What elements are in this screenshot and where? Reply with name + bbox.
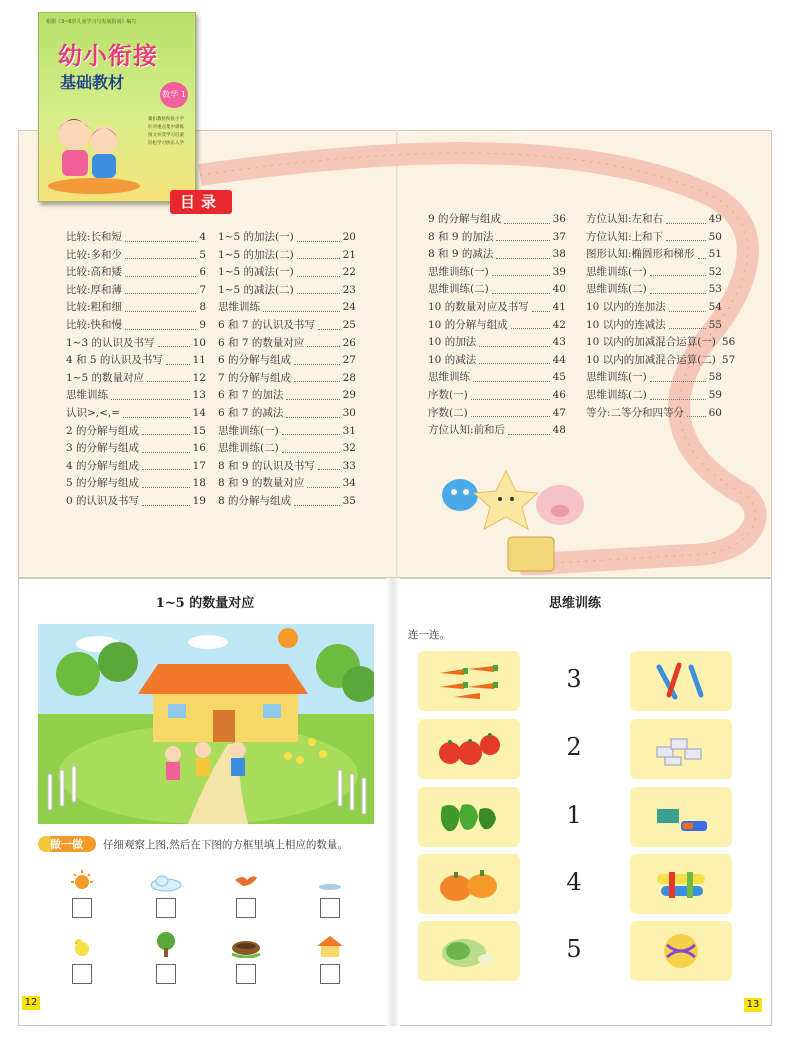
toc-leader-dots — [125, 264, 196, 277]
toc-leader-dots — [286, 405, 339, 418]
toc-leader-dots — [286, 387, 339, 400]
cover-children-illustration — [44, 100, 144, 196]
cover-bullet: 针对重点集中训练 — [148, 125, 184, 130]
count-item — [146, 930, 186, 984]
toc-leader-dots — [166, 352, 190, 365]
toc-entry-page: 29 — [342, 389, 356, 402]
toc-entry-label: 10 的数量对应及书写 — [428, 300, 529, 313]
toc-entry-label: 比较:粗和细 — [66, 301, 123, 314]
peppers-icon[interactable] — [418, 787, 520, 847]
toc-leader-dots — [111, 387, 190, 400]
toc-leader-dots — [532, 299, 550, 312]
toc-leader-dots — [297, 264, 340, 277]
toc-leader-dots — [282, 423, 340, 436]
toc-entry-page: 44 — [552, 353, 566, 366]
toc-entry-page: 30 — [342, 406, 356, 419]
toc-entry-page: 47 — [552, 406, 566, 419]
cover-top-line: 根据《3~6岁儿童学习与发展指南》编写 — [46, 19, 137, 25]
toc-entry-label: 5 的分解与组成 — [66, 477, 140, 490]
toc-entry-label: 0 的认识及书写 — [66, 494, 140, 507]
answer-box[interactable] — [72, 898, 92, 918]
toc-entry-label: 7 的分解与组成 — [218, 371, 292, 384]
stepping-stone-icon — [310, 864, 350, 892]
toc-entry-label: 10 以内的连减法 — [586, 318, 666, 331]
toc-leader-dots — [147, 370, 190, 383]
toc-column-1 — [66, 229, 206, 511]
toc-entry — [428, 422, 566, 440]
answer-box[interactable] — [156, 964, 176, 984]
toc-entry-page: 17 — [192, 459, 206, 472]
toc-entry-page: 19 — [192, 494, 206, 507]
toc-leader-dots — [318, 458, 340, 471]
toc-entry-label: 等分:二等分和四等分 — [586, 406, 685, 419]
toc-leader-dots — [297, 229, 340, 242]
count-item — [226, 930, 266, 984]
toc-entry-page: 59 — [708, 388, 722, 401]
toc-entry-page: 26 — [342, 336, 356, 349]
toc-entry-page: 9 — [199, 318, 206, 331]
toc-entry-label: 1~3 的认识及书写 — [66, 336, 155, 349]
doit-label: 做一做 — [50, 838, 83, 851]
toc-leader-dots — [508, 422, 550, 435]
toc-leader-dots — [492, 281, 550, 294]
count-item — [62, 864, 102, 918]
toc-entry-label: 6 和 7 的数量对应 — [218, 336, 305, 349]
toc-title: 目录 — [170, 190, 232, 214]
toc-leader-dots — [297, 247, 340, 260]
toc-entry — [218, 317, 356, 335]
toc-entry-label: 序数(二) — [428, 406, 468, 419]
toc-entry — [428, 211, 566, 229]
toc-entry-page: 51 — [708, 248, 722, 261]
toc-entry-page: 12 — [192, 371, 206, 384]
toc-entry-page: 58 — [708, 371, 722, 384]
toc-entry — [66, 440, 206, 458]
toc-entry-label: 6 和 7 的减法 — [218, 406, 284, 419]
sun-icon — [62, 864, 102, 892]
toc-entry-label: 认识>,<,= — [66, 406, 121, 419]
toc-leader-dots — [294, 493, 340, 506]
toc-entry-page: 49 — [708, 213, 722, 225]
toc-leader-dots — [496, 229, 549, 242]
toc-entry — [218, 264, 356, 282]
toc-entry-page: 28 — [342, 371, 356, 384]
toc-entry — [428, 299, 566, 317]
toc-leader-dots — [142, 493, 190, 506]
bottom-spine-fold — [386, 578, 400, 1026]
answer-box[interactable] — [72, 964, 92, 984]
toc-leader-dots — [666, 211, 706, 224]
cover-bullet: 图文并茂学习启蒙 — [148, 133, 184, 138]
toc-entry-label: 比较:多和少 — [66, 248, 123, 261]
toc-entry — [586, 369, 722, 387]
toc-entry-label: 思维训练(二) — [586, 283, 647, 296]
toc-entry — [218, 299, 356, 317]
toc-entry — [66, 458, 206, 476]
page-number-left: 12 — [22, 996, 40, 1010]
toc-entry-page: 42 — [552, 318, 566, 331]
toc-entry-label: 3 的分解与组成 — [66, 442, 140, 455]
toc-entry-page: 18 — [192, 477, 206, 490]
toc-entry-label: 10 的减法 — [428, 353, 477, 366]
toc-entry-page: 45 — [552, 371, 566, 384]
toc-leader-dots — [125, 282, 196, 295]
toc-leader-dots — [471, 387, 550, 400]
number-label: 3 — [566, 665, 582, 693]
toc-leader-dots — [504, 211, 550, 224]
left-page-title: 1~5 的数量对应 — [155, 596, 255, 611]
toc-entry — [218, 335, 356, 353]
toc-entry — [218, 282, 356, 300]
chick-icon — [62, 930, 102, 958]
toc-leader-dots — [650, 387, 706, 400]
toc-entry-label: 8 和 9 的加法 — [428, 230, 494, 243]
toc-entry-page: 38 — [552, 248, 566, 261]
toc-leader-dots — [698, 246, 706, 259]
toc-entry — [218, 247, 356, 265]
toc-entry-page: 35 — [342, 494, 356, 507]
toc-leader-dots — [142, 458, 190, 471]
toc-entry-label: 10 的分解与组成 — [428, 318, 508, 331]
toc-entry-label: 思维训练 — [66, 389, 108, 402]
toc-leader-dots — [307, 335, 339, 348]
toc-entry-label: 4 和 5 的认识及书写 — [66, 354, 163, 367]
toc-entry-label: 6 和 7 的加法 — [218, 389, 284, 402]
toc-leader-dots — [666, 229, 706, 242]
connect-instruction: 连一连。 — [408, 629, 450, 641]
ball-icon[interactable] — [630, 921, 732, 981]
toc-entry — [586, 229, 722, 247]
toc-entry — [66, 229, 206, 247]
toc-entry — [586, 387, 722, 405]
toc-entry — [218, 423, 356, 441]
carrots-icon[interactable] — [418, 651, 520, 711]
toc-leader-dots — [142, 423, 190, 436]
toc-entry — [586, 246, 722, 264]
toc-entry — [218, 387, 356, 405]
tree-icon — [146, 930, 186, 958]
toc-entry — [66, 352, 206, 370]
toc-entry-page: 52 — [708, 265, 722, 278]
toc-leader-dots — [496, 246, 549, 259]
toc-entry — [586, 352, 736, 370]
toc-entry-page: 36 — [552, 213, 566, 225]
toc-entry — [586, 211, 722, 229]
toc-entry-page: 46 — [552, 388, 566, 401]
toc-column-4 — [586, 211, 736, 422]
toc-entry-label: 比较:长和短 — [66, 231, 123, 243]
toc-entry-label: 思维训练(一) — [218, 424, 279, 437]
toc-entry-label: 8 的分解与组成 — [218, 494, 292, 507]
toc-entry-page: 50 — [708, 230, 722, 243]
toc-entry-page: 16 — [192, 442, 206, 455]
page-number-right: 13 — [744, 998, 762, 1012]
toc-entry-label: 思维训练 — [218, 301, 260, 314]
toc-entry-page: 54 — [708, 300, 722, 313]
toc-leader-dots — [142, 440, 190, 453]
toc-leader-dots — [669, 299, 706, 312]
cabbage-icon[interactable] — [418, 921, 520, 981]
toc-entry-label: 思维训练(二) — [586, 388, 647, 401]
toc-entry-page: 43 — [552, 336, 566, 349]
toc-entry-label: 6 的分解与组成 — [218, 354, 292, 367]
toc-entry-label: 思维训练(二) — [428, 283, 489, 296]
toc-leader-dots — [123, 405, 190, 418]
toc-leader-dots — [294, 352, 340, 365]
toc-leader-dots — [650, 281, 706, 294]
toc-entry-page: 13 — [192, 389, 206, 402]
toc-entry-page: 14 — [192, 406, 206, 419]
house-icon — [310, 930, 350, 958]
toc-entry — [428, 405, 566, 423]
right-page-title: 思维训练 — [548, 596, 601, 611]
toc-entry-label: 8 和 9 的认识及书写 — [218, 459, 315, 472]
toc-leader-dots — [669, 317, 706, 330]
toc-entry — [66, 387, 206, 405]
toc-entry-page: 15 — [192, 424, 206, 437]
toc-leader-dots — [650, 264, 706, 277]
toc-entry — [428, 334, 566, 352]
toc-entry — [66, 405, 206, 423]
number-label: 4 — [566, 868, 582, 896]
count-item — [62, 930, 102, 984]
toc-column-2 — [218, 229, 356, 511]
toc-entry — [586, 281, 722, 299]
toc-entry-label: 图形认知:椭圆形和梯形 — [586, 248, 695, 261]
toc-entry-label: 比较:厚和薄 — [66, 283, 123, 296]
toc-leader-dots — [263, 299, 340, 312]
toc-column-3 — [428, 211, 566, 440]
cover-title: 幼小衔接 — [58, 42, 158, 70]
cloud-icon — [146, 864, 186, 892]
sun-icon — [278, 628, 298, 648]
toc-entry-page: 39 — [552, 265, 566, 278]
toc-entry-page: 33 — [342, 459, 356, 472]
toc-entry-page: 34 — [342, 477, 356, 490]
toc-entry-label: 9 的分解与组成 — [428, 213, 502, 225]
toc-entry — [66, 282, 206, 300]
toc-entry-label: 8 和 9 的数量对应 — [218, 477, 305, 490]
cover-bullets — [148, 116, 192, 148]
count-item — [146, 864, 186, 918]
toc-entry-page: 4 — [199, 231, 206, 243]
toc-entry-page: 57 — [721, 353, 736, 366]
toc-entry — [586, 264, 722, 282]
toc-entry-page: 60 — [708, 406, 722, 419]
toc-entry-label: 10 以内的加减混合运算(一) — [586, 336, 716, 349]
toc-entry — [66, 247, 206, 265]
erasers-icon[interactable] — [630, 719, 732, 779]
toc-entry — [428, 369, 566, 387]
toc-entry-page: 41 — [552, 300, 566, 313]
toc-entry-page: 32 — [342, 442, 356, 455]
number-label: 5 — [566, 935, 582, 963]
cover-subtitle: 基础教材 — [60, 73, 125, 92]
toc-entry-page: 40 — [552, 283, 566, 296]
toc-entry — [586, 405, 722, 423]
toc-entry — [218, 405, 356, 423]
toc-entry — [218, 440, 356, 458]
toc-leader-dots — [142, 475, 190, 488]
toc-entry — [218, 229, 356, 247]
toc-entry — [66, 264, 206, 282]
toc-entry — [66, 317, 206, 335]
count-item — [226, 864, 266, 918]
toc-entry-label: 思维训练(二) — [218, 442, 279, 455]
toc-entry — [428, 352, 566, 370]
toc-leader-dots — [125, 317, 196, 330]
toc-entry — [66, 299, 206, 317]
toc-leader-dots — [125, 247, 196, 260]
toc-entry-label: 1~5 的加法(一) — [218, 231, 294, 243]
toc-entry-page: 11 — [192, 354, 206, 367]
toc-entry-page: 56 — [721, 336, 736, 349]
toc-entry-label: 8 和 9 的减法 — [428, 248, 494, 261]
toc-entry-label: 比较:高和矮 — [66, 266, 123, 279]
toc-leader-dots — [650, 369, 706, 382]
toc-leader-dots — [479, 334, 549, 347]
toc-entry-page: 37 — [552, 230, 566, 243]
toc-entry-label: 10 的加法 — [428, 336, 477, 349]
mascots-illustration — [436, 465, 586, 535]
toc-entry-page: 10 — [192, 336, 206, 349]
toc-entry-label: 方位认知:前和后 — [428, 424, 506, 437]
toc-leader-dots — [479, 352, 549, 365]
toc-entry-label: 思维训练(一) — [586, 371, 647, 384]
toc-leader-dots — [318, 317, 340, 330]
toc-entry — [428, 246, 566, 264]
toc-entry — [66, 423, 206, 441]
toc-leader-dots — [473, 369, 550, 382]
toc-entry — [428, 229, 566, 247]
toc-entry — [428, 387, 566, 405]
toc-leader-dots — [471, 405, 550, 418]
cover-bullet: 紧扣教材衔接小学 — [148, 117, 184, 122]
toc-entry-page: 8 — [199, 301, 206, 314]
number-label: 2 — [566, 733, 582, 761]
toc-entry-label: 1~5 的减法(一) — [218, 266, 294, 279]
answer-box[interactable] — [236, 898, 256, 918]
toc-entry — [586, 334, 736, 352]
toc-entry-label: 方位认知:左和右 — [586, 213, 664, 225]
toc-entry-page: 31 — [342, 424, 356, 437]
toc-entry-label: 思维训练(一) — [428, 265, 489, 278]
pumpkins-icon[interactable] — [418, 854, 520, 914]
toc-entry-page: 22 — [342, 266, 356, 279]
toc-entry-label: 思维训练(一) — [586, 265, 647, 278]
doit-instruction: 仔细观察上图,然后在下图的方框里填上相应的数量。 — [103, 839, 348, 851]
toc-entry-label: 1~5 的加法(二) — [218, 248, 294, 261]
toc-entry-label: 思维训练 — [428, 371, 470, 384]
toc-entry-page: 27 — [342, 354, 356, 367]
toc-entry — [66, 370, 206, 388]
bird-icon — [226, 864, 266, 892]
toc-entry — [218, 475, 356, 493]
count-item — [310, 864, 350, 918]
toc-entry-page: 55 — [708, 318, 722, 331]
toc-leader-dots — [294, 370, 340, 383]
toc-entry-label: 1~5 的数量对应 — [66, 371, 144, 384]
toc-entry — [428, 317, 566, 335]
cover-subject-badge: 数学 1 — [160, 82, 188, 108]
number-label: 1 — [566, 801, 582, 829]
toc-leader-dots — [125, 229, 196, 242]
toc-entry — [428, 264, 566, 282]
toc-leader-dots — [307, 475, 339, 488]
toc-entry-page: 25 — [342, 318, 356, 331]
answer-box[interactable] — [320, 964, 340, 984]
toc-entry-label: 2 的分解与组成 — [66, 424, 140, 437]
toc-entry-page: 5 — [199, 248, 206, 261]
toc-entry-label: 比较:快和慢 — [66, 318, 123, 331]
toc-entry — [66, 475, 206, 493]
answer-box[interactable] — [320, 898, 340, 918]
toc-leader-dots — [282, 440, 340, 453]
toc-entry — [428, 281, 566, 299]
toc-entry — [218, 370, 356, 388]
toc-entry-page: 20 — [342, 231, 356, 243]
toc-entry-label: 10 以内的连加法 — [586, 300, 666, 313]
toc-entry — [218, 493, 356, 511]
toc-entry-label: 10 以内的加减混合运算(二) — [586, 353, 716, 366]
toc-entry — [218, 352, 356, 370]
cover-bullet: 轻松学习快乐入学 — [148, 141, 184, 146]
toc-entry-label: 1~5 的减法(二) — [218, 283, 294, 296]
toc-entry-page: 6 — [199, 266, 206, 279]
toc-entry-label: 6 和 7 的认识及书写 — [218, 318, 315, 331]
toc-leader-dots — [297, 282, 340, 295]
nest-icon — [226, 930, 266, 958]
pencils-icon[interactable] — [630, 651, 732, 711]
toc-entry-label: 方位认知:上和下 — [586, 230, 664, 243]
answer-box[interactable] — [236, 964, 256, 984]
toc-leader-dots — [687, 405, 706, 418]
toc-leader-dots — [511, 317, 550, 330]
farmyard-scene — [38, 624, 374, 824]
count-item — [310, 930, 350, 984]
stapler-icon[interactable] — [630, 787, 732, 847]
toc-entry-page: 23 — [342, 283, 356, 296]
toc-entry-page: 7 — [199, 283, 206, 296]
toc-entry-label: 4 的分解与组成 — [66, 459, 140, 472]
toc-entry — [218, 458, 356, 476]
toc-entry-page: 48 — [552, 424, 566, 437]
toc-leader-dots — [492, 264, 550, 277]
toc-leader-dots — [125, 299, 196, 312]
toc-entry-page: 21 — [342, 248, 356, 261]
toc-entry-page: 24 — [342, 301, 356, 314]
toc-entry — [586, 299, 722, 317]
toc-entry — [66, 493, 206, 511]
toc-entry-label: 序数(一) — [428, 388, 468, 401]
answer-box[interactable] — [156, 898, 176, 918]
toc-entry-page: 53 — [708, 283, 722, 296]
toc-leader-dots — [158, 335, 190, 348]
toy-tubes-icon[interactable] — [630, 854, 732, 914]
tomatoes-icon[interactable] — [418, 719, 520, 779]
toc-entry — [66, 335, 206, 353]
toc-entry — [586, 317, 722, 335]
